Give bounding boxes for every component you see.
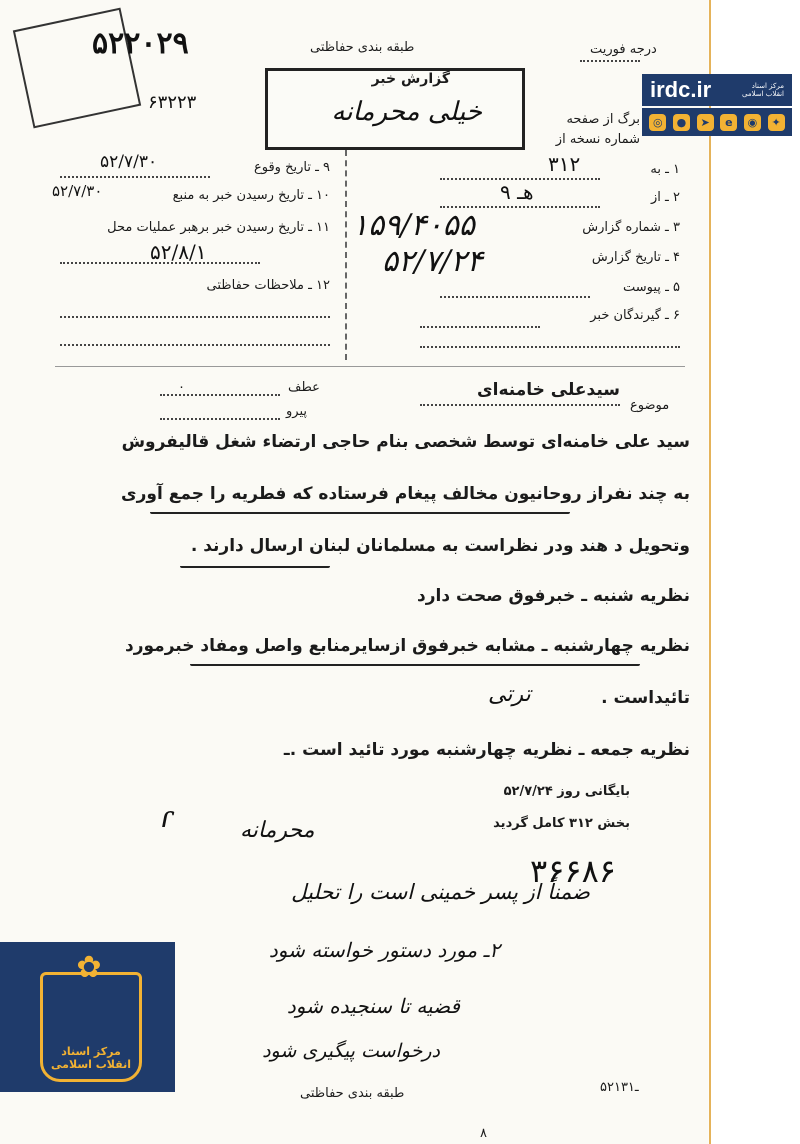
- field-from: ۲ ـ از: [651, 190, 680, 205]
- field-attachment: ۵ ـ پیوست: [623, 280, 680, 295]
- stamp-name: خیلی محرمانه: [331, 97, 482, 127]
- body-line-2: به چند نفراز روحانیون مخالف پیغام فرستاده که فطریه را جمع آوری: [121, 484, 690, 504]
- field-recipients: ۶ ـ گیرندگان خبر: [590, 308, 680, 323]
- handwritten-line-4: درخواست پیگیری شود: [262, 1040, 440, 1062]
- handwritten-number: ۳۶۶۸۶: [530, 852, 616, 890]
- field-security-notes: ۱۲ ـ ملاحظات حفاظتی: [206, 278, 330, 293]
- telegram-icon[interactable]: ➤: [697, 114, 714, 131]
- body-line-7: نظریه جمعه ـ نظریه چهارشنبه مورد تائید است .ـ: [283, 740, 690, 760]
- twitter-icon[interactable]: ✦: [768, 114, 785, 131]
- field-occurrence-date: ۹ ـ تاریخ وقوع: [253, 160, 330, 175]
- underline-mark: [190, 664, 640, 666]
- corner-number: ۶۳۲۲۳: [148, 92, 197, 113]
- side-margin: [711, 0, 800, 1144]
- underline-mark: [180, 566, 330, 568]
- site-subtitle: مرکز اسناد انقلاب اسلامی: [742, 82, 784, 98]
- page-mark: ۸: [480, 1126, 487, 1141]
- form-code: ۵۲ـ۱۳۱: [600, 1080, 639, 1095]
- body-line-6: تائیداست .: [601, 688, 690, 708]
- emblem-label: مرکز اسناد انقلاب اسلامی: [51, 1045, 131, 1071]
- peyro-label: پیرو: [286, 404, 307, 419]
- underline-mark: [150, 512, 570, 514]
- handwritten-note: محرمانه: [240, 818, 315, 843]
- field-from-value: ۹ هـ: [500, 180, 534, 204]
- classification-bottom: طبقه بندی حفاظتی: [300, 1086, 405, 1101]
- report-date-value: ۵۲/۷/۲۴: [382, 244, 483, 279]
- classification-top: طبقه بندی حفاظتی: [310, 40, 415, 55]
- irdc-logo[interactable]: [642, 74, 792, 106]
- body-line-4: نظریه شنبه ـ خبرفوق صحت دارد: [416, 586, 690, 606]
- instagram-alt-icon[interactable]: ◉: [744, 114, 761, 131]
- receipt-line-2: بخش ۳۱۲ کامل گردید: [493, 816, 630, 831]
- report-number-value: ۱۵۹/۴۰۵۵: [352, 208, 475, 243]
- atf-label: عطف: [288, 380, 320, 395]
- archive-emblem: [0, 942, 175, 1092]
- body-line-5: نظریه چهارشنبه ـ مشابه خبرفوق ازسایرمنابع واصل ومفاد خبرمورد: [125, 636, 690, 656]
- emblem-frame: [40, 972, 142, 1082]
- handwritten-signature: ترتی: [488, 682, 531, 707]
- handwritten-mark: ɾ: [160, 800, 174, 835]
- occurrence-date-value: ۵۲/۷/۳۰: [100, 152, 158, 172]
- field-report-date: ۴ ـ تاریخ گزارش: [591, 250, 680, 265]
- copy-info: شماره نسخه از: [555, 132, 640, 147]
- emblem-star-icon: ✿: [76, 950, 102, 985]
- operations-date-value: ۵۲/۸/۱: [150, 240, 207, 264]
- body-line-1: سید علی خامنه‌ای توسط شخصی بنام حاجی ارتضاء شغل قالیفروش: [121, 432, 690, 452]
- atf-value: ۰: [178, 380, 185, 395]
- priority-label: درجه فوریت: [590, 42, 657, 57]
- section-divider: [55, 366, 685, 367]
- field-to-value: ۳۱۲: [548, 152, 581, 176]
- field-operations-date: ۱۱ ـ تاریخ رسیدن خبر برهبر عملیات محل: [107, 220, 330, 235]
- stamp-title: گزارش خبر: [371, 71, 450, 87]
- handwritten-line-3: قضیه تا سنجیده شود: [286, 994, 460, 1018]
- site-name: irdc.ir: [650, 77, 712, 102]
- social-icons: [642, 108, 792, 136]
- body-line-3: وتحویل د هند ودر نظراست به مسلمانان لبنان ارسال دارند .: [190, 536, 690, 556]
- eitaa-icon[interactable]: e: [720, 114, 737, 131]
- field-source-date: ۱۰ ـ تاریخ رسیدن خبر به منبع: [172, 188, 330, 203]
- source-date-value: ۵۲/۷/۳۰: [52, 182, 103, 200]
- page-info: برگ از صفحه: [566, 112, 640, 127]
- field-to: ۱ ـ به: [650, 162, 680, 177]
- doc-number: ۵۲۲۰۲۹: [92, 26, 189, 61]
- handwritten-line-1: ضمناً از پسر خمینی است را تحلیل: [291, 880, 590, 904]
- subject-label: موضوع: [630, 398, 670, 413]
- report-stamp: [265, 68, 525, 150]
- receipt-line-1: بایگانی روز ۵۲/۷/۲۴: [503, 784, 630, 799]
- instagram-icon[interactable]: ◎: [649, 114, 666, 131]
- subject-value: سیدعلی خامنه‌ای: [477, 380, 620, 400]
- field-report-number: ۳ ـ شماره گزارش: [582, 220, 680, 235]
- aparat-icon[interactable]: ●: [673, 114, 690, 131]
- handwritten-line-2: ۲ـ مورد دستور خواسته شود: [268, 938, 500, 962]
